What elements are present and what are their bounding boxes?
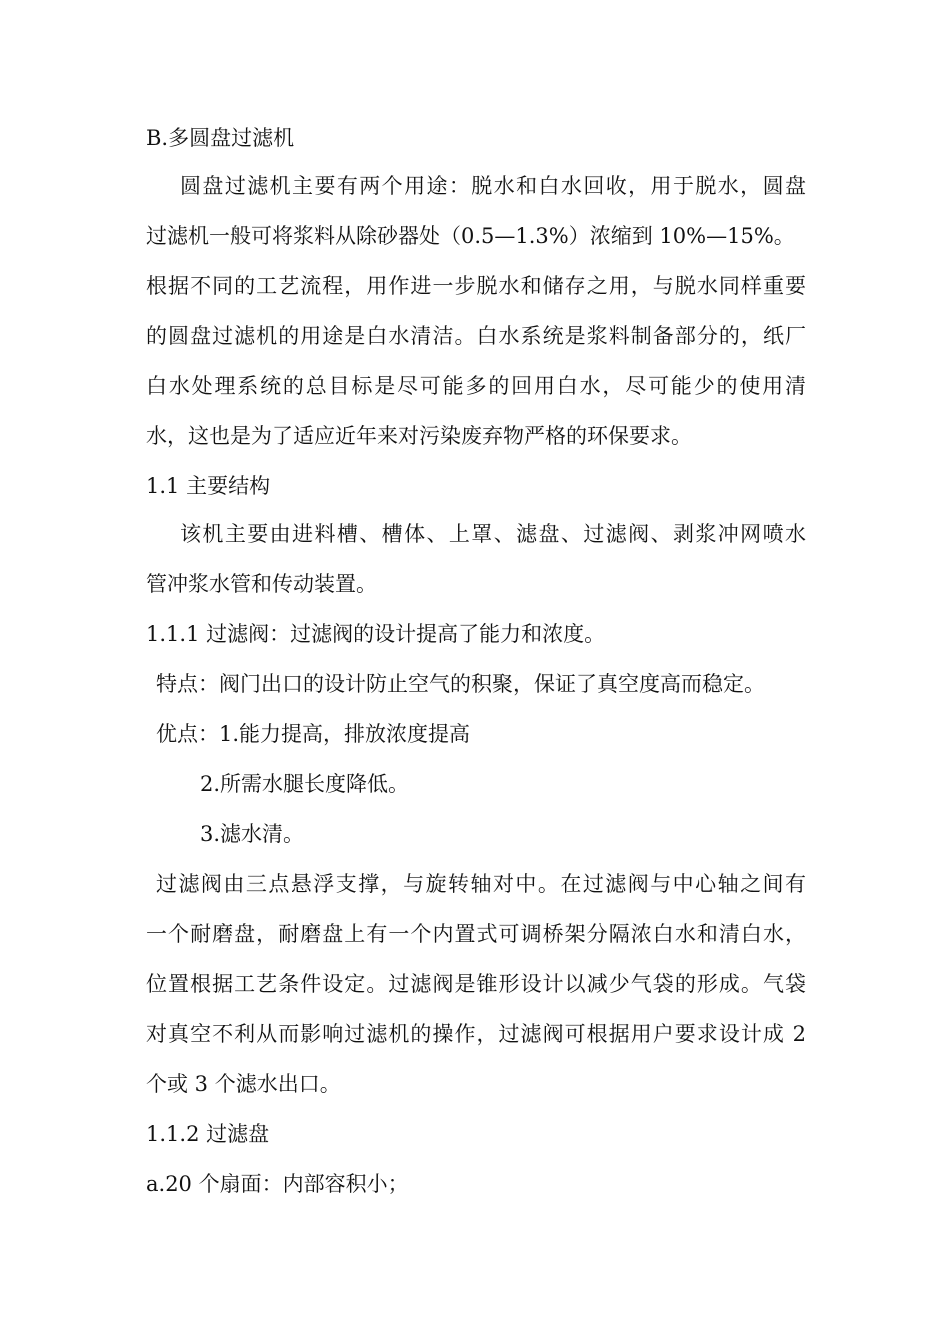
structure-paragraph-line-1: 该机主要由进料槽、槽体、上罩、滤盘、过滤阀、剥浆冲网喷水 [180,522,806,546]
intro-paragraph-line-6: 水，这也是为了适应近年来对污染废弃物严格的环保要求。 [146,424,692,448]
list-item-a: a.20 个扇面：内部容积小； [146,1172,409,1196]
section-heading: B.多圆盘过滤机 [146,126,295,150]
valve-paragraph-line-4: 对真空不利从而影响过滤机的操作，过滤阀可根据用户要求设计成 2 [146,1022,806,1046]
section-title-1-1-1: 1.1.1 过滤阀：过滤阀的设计提高了能力和浓度。 [146,622,606,646]
valve-paragraph-line-1: 过滤阀由三点悬浮支撑，与旋转轴对中。在过滤阀与中心轴之间有 [156,872,806,896]
valve-paragraph-line-3: 位置根据工艺条件设定。过滤阀是锥形设计以减少气袋的形成。气袋 [146,972,806,996]
valve-paragraph-line-5: 个或 3 个滤水出口。 [146,1072,341,1096]
advantage-item-1: 优点：1.能力提高，排放浓度提高 [156,722,471,746]
advantage-item-2: 2.所需水腿长度降低。 [200,772,410,796]
intro-paragraph-line-4: 的圆盘过滤机的用途是白水清洁。白水系统是浆料制备部分的，纸厂 [146,324,806,348]
section-title-1-1-2: 1.1.2 过滤盘 [146,1122,270,1146]
intro-paragraph-line-2: 过滤机一般可将浆料从除砂器处（0.5—1.3%）浓缩到 10%—15%。 [146,224,795,248]
intro-paragraph-line-5: 白水处理系统的总目标是尽可能多的回用白水，尽可能少的使用清 [146,374,806,398]
feature-text: 特点：阀门出口的设计防止空气的积聚，保证了真空度高而稳定。 [156,672,765,696]
valve-paragraph-line-2: 一个耐磨盘，耐磨盘上有一个内置式可调桥架分隔浓白水和清白水， [146,922,806,946]
intro-paragraph-line-1: 圆盘过滤机主要有两个用途：脱水和白水回收，用于脱水，圆盘 [180,174,806,198]
structure-paragraph-line-2: 管冲浆水管和传动装置。 [146,572,377,596]
intro-paragraph-line-3: 根据不同的工艺流程，用作进一步脱水和储存之用，与脱水同样重要 [146,274,806,298]
section-title-1-1: 1.1 主要结构 [146,474,271,498]
advantage-item-3: 3.滤水清。 [200,822,305,846]
